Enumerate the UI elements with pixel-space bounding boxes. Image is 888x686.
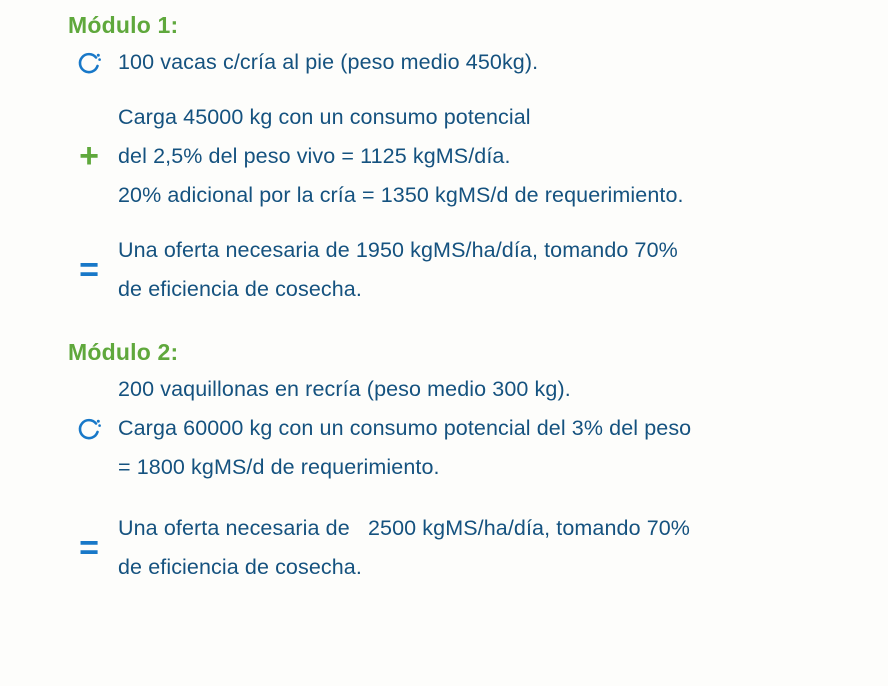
text-line: 200 vaquillonas en recría (peso medio 300 kg). bbox=[118, 377, 571, 401]
text-line: del 2,5% del peso vivo = 1125 kgMS/día. bbox=[118, 144, 511, 168]
module-2-block-1-text bbox=[118, 370, 864, 487]
module-1-block-2-text bbox=[118, 98, 864, 215]
circular-arrow-icon bbox=[60, 416, 118, 442]
spacer bbox=[60, 215, 864, 231]
spacer bbox=[60, 487, 864, 509]
module-2-block-2 bbox=[60, 509, 864, 587]
plus-sign-icon: + bbox=[79, 136, 99, 175]
text-line: 100 vacas c/cría al pie (peso medio 450kg). bbox=[118, 50, 539, 74]
text-line: Una oferta necesaria de 1950 kgMS/ha/día, tomando 70% bbox=[118, 238, 678, 262]
spacer bbox=[60, 309, 864, 325]
text-line: 20% adicional por la cría = 1350 kgMS/d de requerimiento. bbox=[118, 183, 684, 207]
text-line: Una oferta necesaria de 2500 kgMS/ha/día, tomando 70% bbox=[118, 516, 691, 540]
module-2-block-1 bbox=[60, 370, 864, 487]
equals-sign-icon: = bbox=[79, 529, 99, 567]
module-2-block-2-text bbox=[118, 509, 864, 587]
circular-arrow-icon bbox=[60, 50, 118, 76]
equals-sign-icon: = bbox=[79, 251, 99, 289]
module-1-block-1-text bbox=[118, 43, 864, 82]
module-1-heading: Módulo 1: bbox=[68, 12, 179, 38]
spacer bbox=[60, 82, 864, 98]
module-1-block-2 bbox=[60, 98, 864, 215]
module-1-block-1 bbox=[60, 43, 864, 82]
text-line: Carga 60000 kg con un consumo potencial del 3% del peso bbox=[118, 416, 692, 440]
text-line: de eficiencia de cosecha. bbox=[118, 277, 362, 301]
text-line: = 1800 kgMS/d de requerimiento. bbox=[118, 455, 440, 479]
text-line: de eficiencia de cosecha. bbox=[118, 555, 362, 579]
module-1-block-3-text bbox=[118, 231, 864, 309]
module-1-block-3 bbox=[60, 231, 864, 309]
module-2-heading: Módulo 2: bbox=[68, 339, 179, 365]
text-line: Carga 45000 kg con un consumo potencial bbox=[118, 105, 531, 129]
